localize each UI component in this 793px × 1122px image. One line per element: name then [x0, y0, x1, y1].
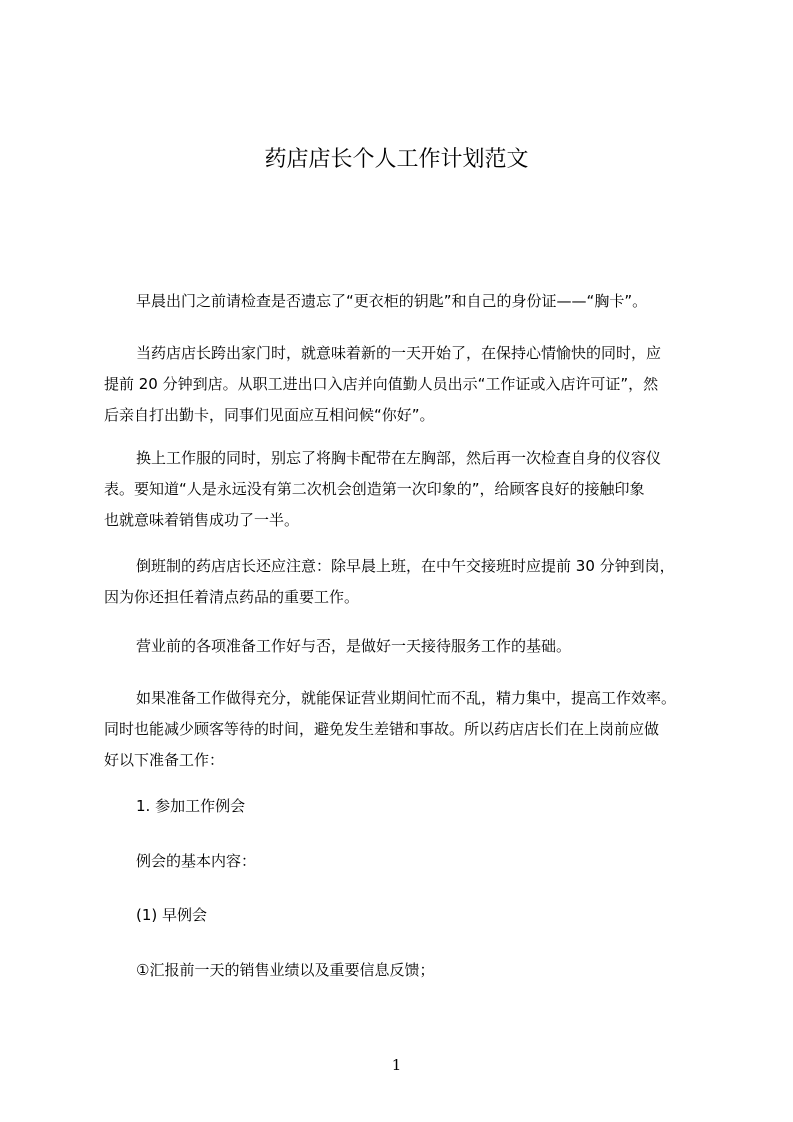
text-line: 表。要知道“人是永远没有第二次机会创造第一次印象的”，给顾客良好的接触印象	[104, 480, 645, 498]
text-line: 提前 20 分钟到店。从职工进出口入店并向值勤人员出示“工作证或入店许可证”，然	[104, 375, 659, 393]
text-line: 如果准备工作做得充分，就能保证营业期间忙而不乱，精力集中，提高工作效率。	[136, 689, 677, 707]
text-line: 当药店店长跨出家门时，就意味着新的一天开始了，在保持心情愉快的同时，应	[136, 344, 662, 362]
text-line: 营业前的各项准备工作好与否，是做好一天接待服务工作的基础。	[136, 637, 572, 655]
text-line: 1. 参加工作例会	[136, 797, 246, 815]
text-line: 早晨出门之前请检查是否遗忘了“更衣柜的钥匙”和自己的身份证——“胸卡”。	[136, 292, 648, 310]
text-line: 换上工作服的同时，别忘了将胸卡配带在左胸部，然后再一次检查自身的仪容仪	[136, 449, 662, 467]
text-line: ①汇报前一天的销售业绩以及重要信息反馈；	[136, 961, 435, 979]
paragraph-5	[104, 631, 704, 662]
paragraph-1	[104, 286, 704, 317]
text-line: 倒班制的药店店长还应注意：除早晨上班，在中午交接班时应提前 30 分钟到岗，	[136, 557, 675, 575]
text-line: 因为你还担任着清点药品的重要工作。	[104, 588, 360, 606]
text-line: 后亲自打出勤卡，同事们见面应互相问候“你好”。	[104, 406, 435, 424]
text-line: (1) 早例会	[136, 906, 208, 924]
subsection-heading	[104, 900, 704, 931]
text-line: 例会的基本内容：	[136, 852, 257, 870]
text-line: 好以下准备工作：	[104, 751, 225, 769]
page-title: 药店店长个人工作计划范文	[264, 147, 529, 172]
section-heading-1	[104, 791, 704, 822]
page-number: 1	[391, 1056, 402, 1074]
list-item	[104, 955, 704, 986]
text-line: 也就意味着销售成功了一半。	[104, 511, 300, 529]
text-line: 同时也能减少顾客等待的时间，避免发生差错和事故。所以药店店长们在上岗前应做	[104, 720, 660, 738]
paragraph-2	[104, 338, 704, 431]
paragraph-4	[104, 551, 704, 613]
paragraph-6	[104, 683, 704, 776]
paragraph-3	[104, 443, 704, 536]
paragraph-8	[104, 846, 704, 877]
